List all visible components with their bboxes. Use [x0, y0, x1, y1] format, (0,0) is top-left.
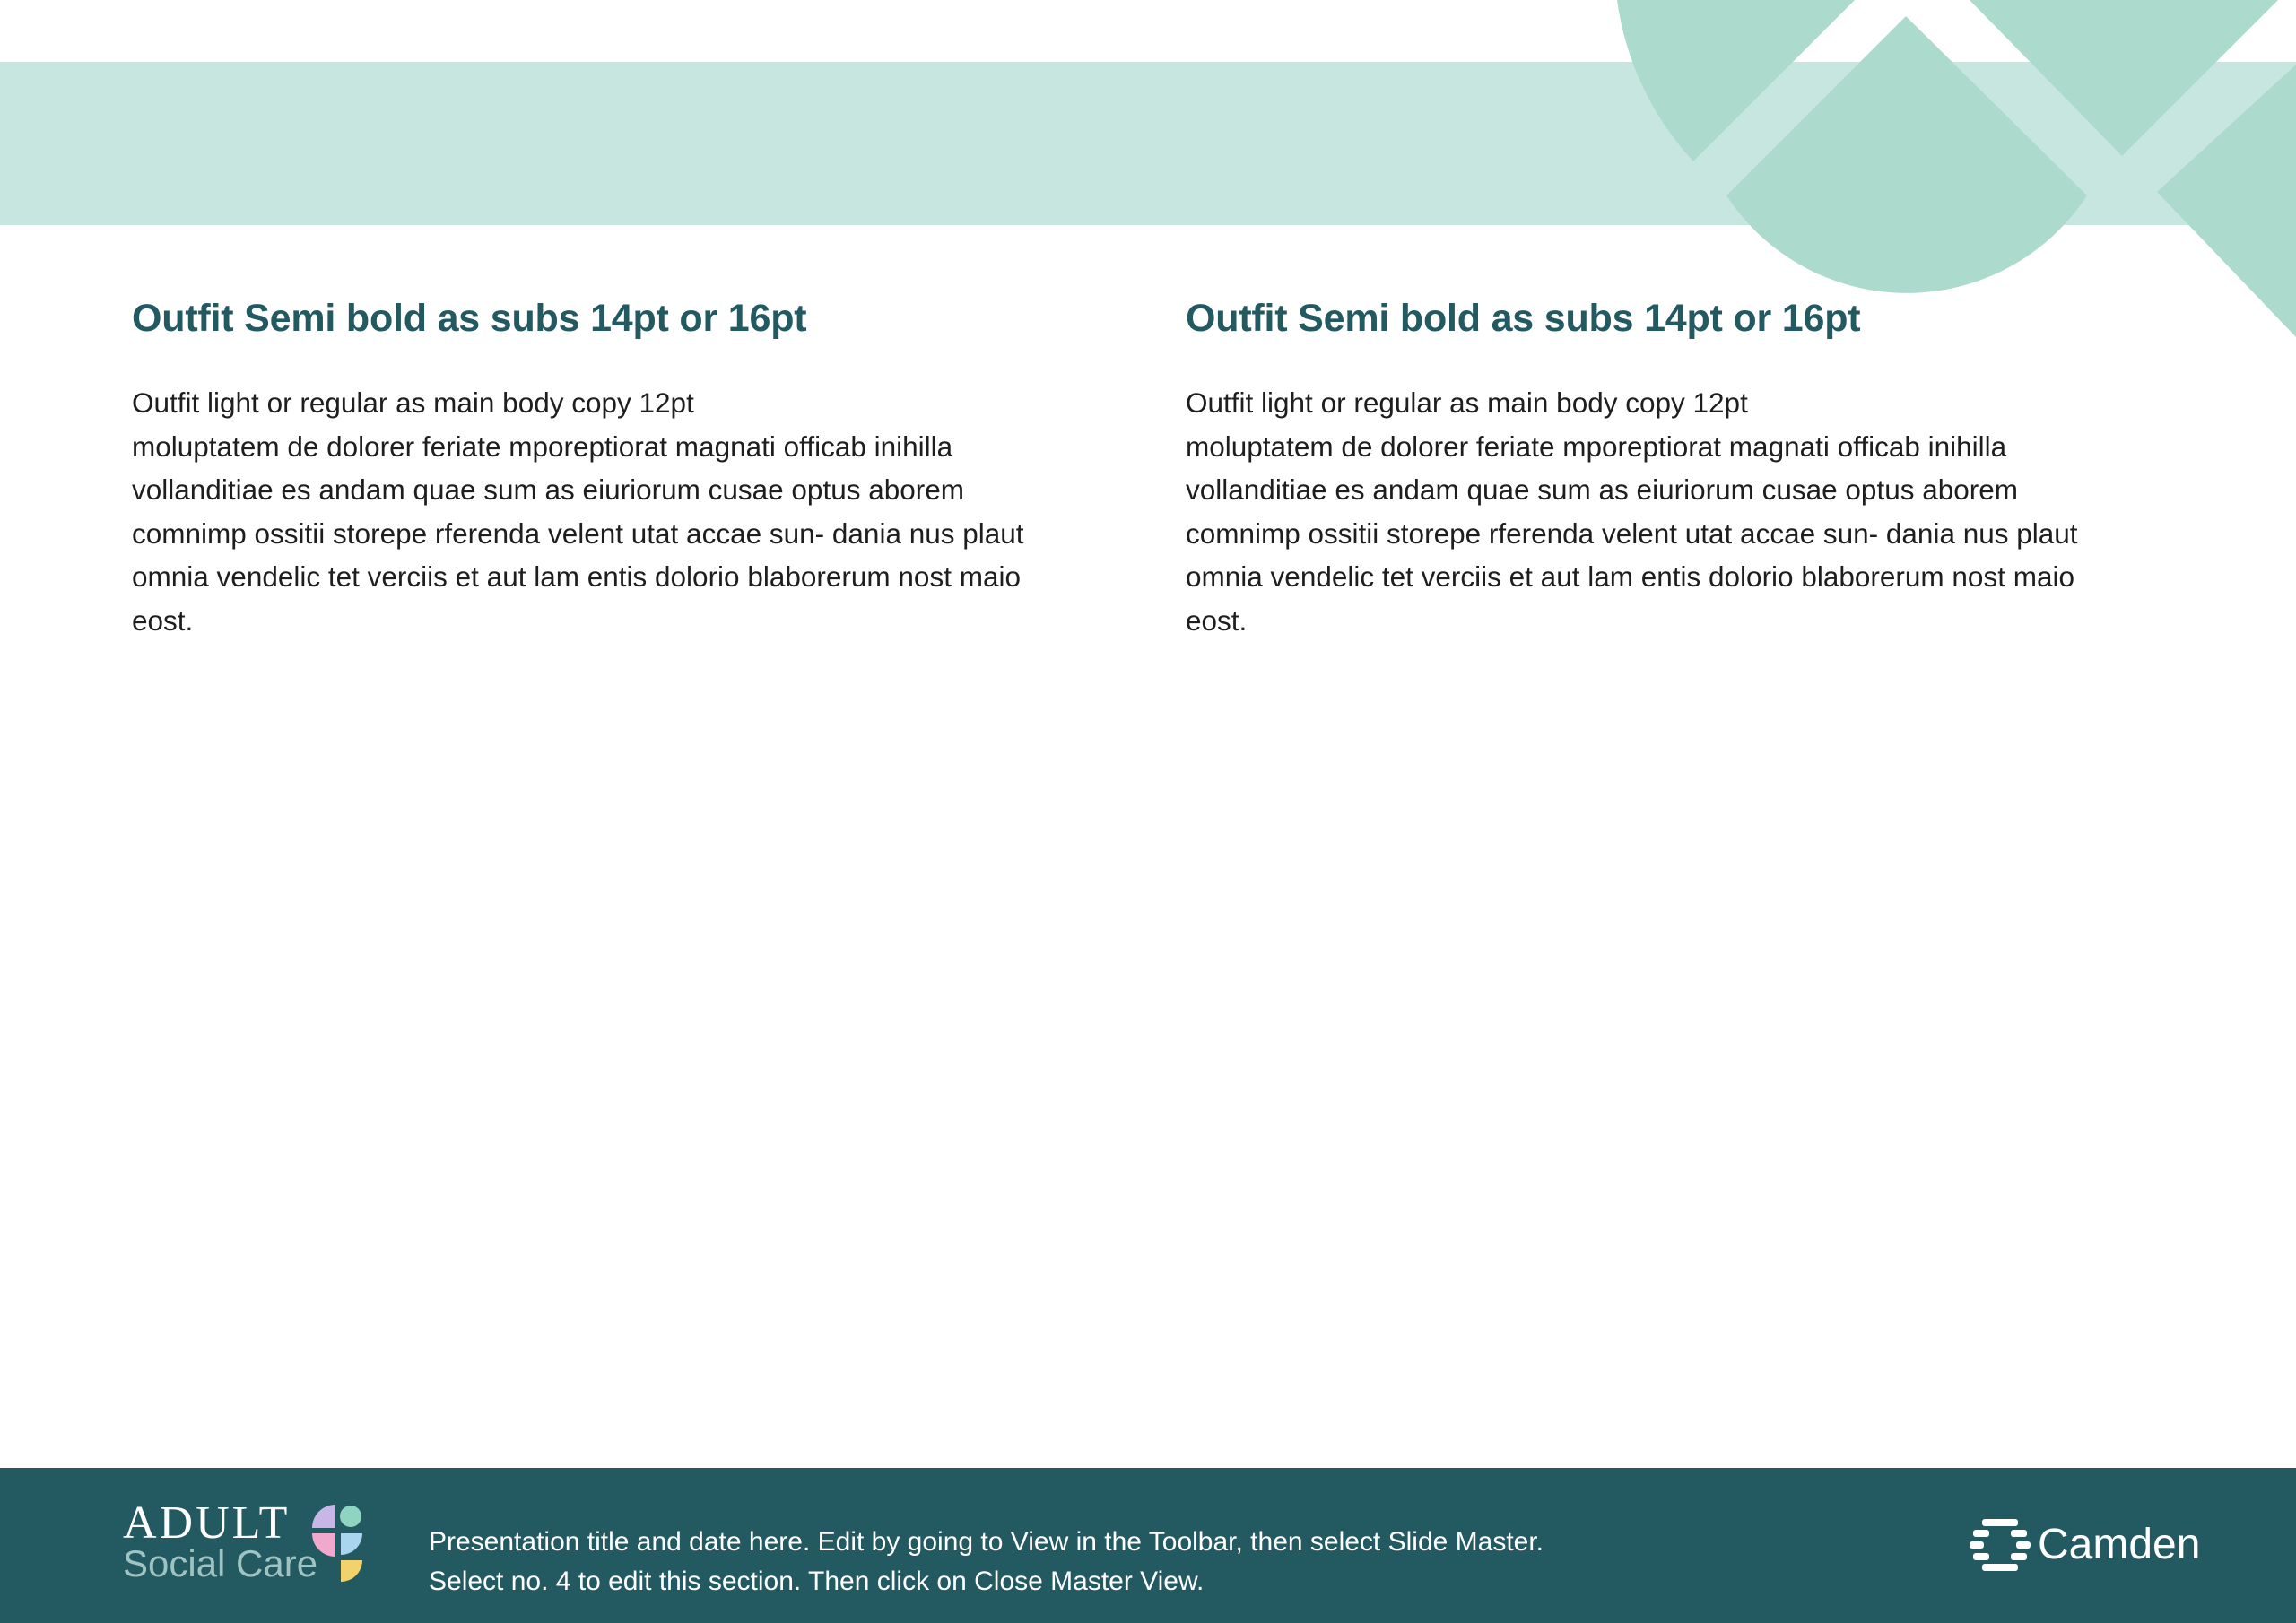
column-lead: Outfit light or regular as main body copy 12pt [1186, 386, 1748, 419]
logo-subtitle: Social Care [123, 1542, 318, 1584]
column-heading: Outfit Semi bold as subs 14pt or 16pt [132, 297, 807, 340]
camden-logo-icon [1970, 1519, 2031, 1571]
deco-right-triangle [2157, 65, 2296, 337]
content-column-right [1186, 291, 2118, 642]
camden-wordmark: Camden [2038, 1521, 2201, 1568]
column-heading: Outfit Semi bold as subs 14pt or 16pt [1186, 297, 1861, 340]
quadrant-logo-icon [310, 1503, 364, 1585]
column-body: moluptatem de dolorer feriate mporeptiorat magnati officab inihilla vollanditiae es andam quae sum as eiuriorum cusae optus aborem comnimp ossitii storepe rferenda velent utat accae sun- dania nus plaut omnia vendelic tet verciis et aut lam entis dolorio blaborerum nost maio eost. [132, 430, 1024, 637]
footer-presentation-note: Presentation title and date here. Edit by going to View in the Toolbar, then select Slide Master. Select no. 4 to edit this section. Then click on Close Master View. [429, 1527, 1544, 1596]
logo-title: ADULT [123, 1497, 291, 1549]
content-column-left [132, 291, 1065, 642]
column-lead: Outfit light or regular as main body copy 12pt [132, 386, 694, 419]
column-body: moluptatem de dolorer feriate mporeptiorat magnati officab inihilla vollanditiae es andam quae sum as eiuriorum cusae optus aborem comnimp ossitii storepe rferenda velent utat accae sun- dania nus plaut omnia vendelic tet verciis et aut lam entis dolorio blaborerum nost maio eost. [1186, 430, 2078, 637]
